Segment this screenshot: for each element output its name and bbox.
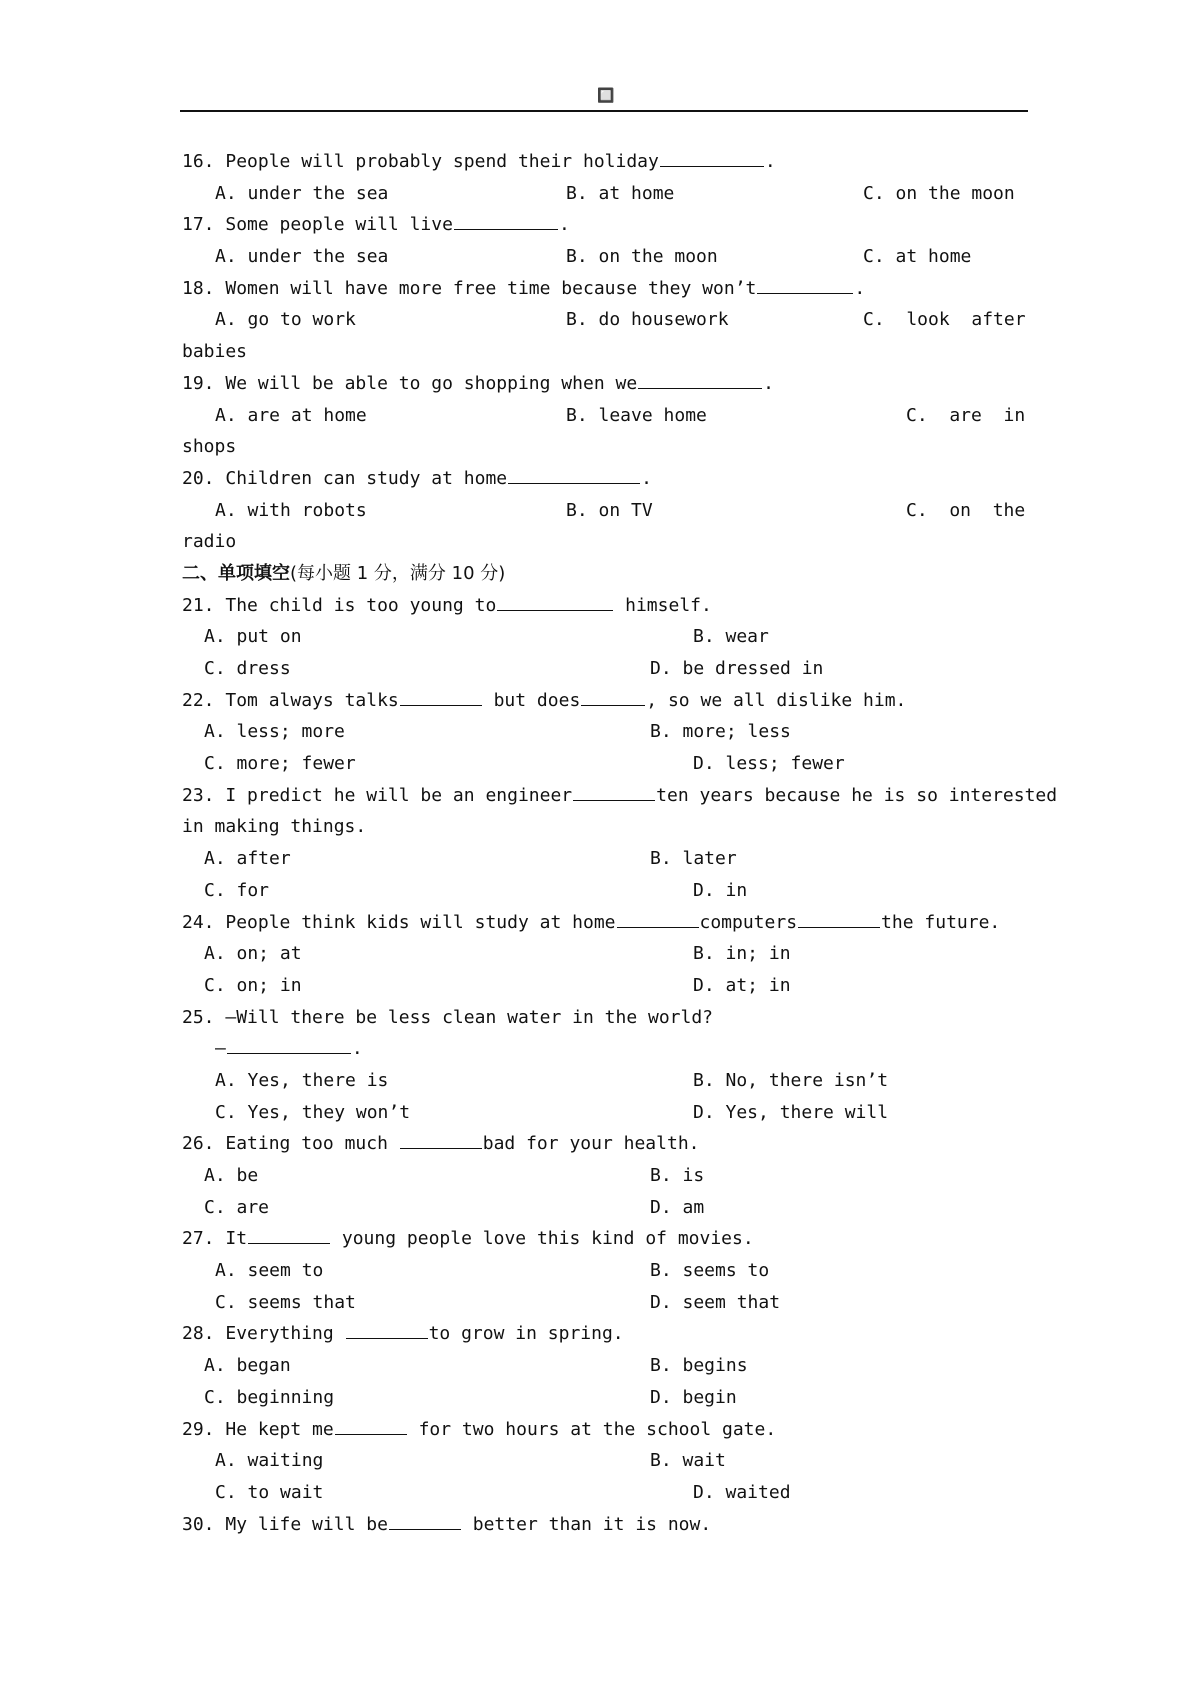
options-17	[182, 241, 1028, 273]
question-23-cont: in making things.	[182, 816, 367, 838]
option-wrap: babies	[182, 341, 248, 363]
question-27: 27. It young people love this kind of movies.	[182, 1223, 1028, 1255]
header-mark: 🔲	[597, 88, 615, 104]
options-25-cd	[182, 1097, 1028, 1129]
option-c[interactable]: C. at home	[863, 246, 972, 268]
option-b[interactable]: B. in; in	[693, 943, 791, 965]
option-c[interactable]: C. dress	[204, 658, 291, 679]
option-d[interactable]: D. waited	[693, 1481, 791, 1503]
option-a[interactable]: A. under the sea	[215, 182, 389, 204]
options-28-ab	[182, 1350, 1028, 1382]
options-25-ab	[182, 1065, 1028, 1097]
option-a[interactable]: A. waiting	[215, 1450, 324, 1472]
answer-blank[interactable]	[400, 686, 482, 706]
option-a[interactable]: A. put on	[204, 626, 302, 648]
question-21: 21. The child is too young to himself.	[182, 590, 1028, 622]
options-27-cd	[182, 1287, 1028, 1319]
option-b[interactable]: B. later	[650, 848, 737, 870]
option-d[interactable]: D. seem that	[650, 1291, 781, 1313]
option-a[interactable]: A. seem to	[215, 1260, 324, 1282]
answer-blank[interactable]	[497, 591, 613, 611]
option-c[interactable]: C. Yes, they won’t	[215, 1101, 411, 1123]
answer-blank[interactable]	[400, 1129, 482, 1149]
option-d[interactable]: D. Yes, there will	[693, 1101, 889, 1123]
section-note: (每小题 1 分，满分 10 分)	[290, 562, 506, 584]
option-b[interactable]: B. on TV	[566, 499, 653, 521]
question-18: 18. Women will have more free time because they won’t .	[182, 273, 1028, 305]
option-a[interactable]: A. on; at	[204, 943, 302, 965]
question-25-answer: — .	[182, 1033, 1028, 1065]
options-22-ab	[182, 716, 1028, 748]
option-a[interactable]: A. be	[204, 1165, 259, 1186]
option-wrap: radio	[182, 531, 237, 553]
option-c[interactable]: C. on; in	[204, 974, 302, 996]
option-a[interactable]: A. are at home	[215, 404, 367, 426]
options-23-ab	[182, 843, 1028, 875]
question-28: 28. Everything to grow in spring.	[182, 1318, 1028, 1350]
option-b[interactable]: B. begins	[650, 1355, 748, 1377]
options-21-ab	[182, 621, 1028, 653]
question-29: 29. He kept me for two hours at the school gate.	[182, 1414, 1028, 1446]
option-d[interactable]: D. at; in	[693, 974, 791, 996]
answer-blank[interactable]	[638, 369, 762, 389]
options-22-cd	[182, 748, 1028, 780]
answer-blank[interactable]	[617, 908, 699, 928]
answer-blank[interactable]	[335, 1415, 407, 1435]
question-22: 22. Tom always talks but does , so we all dislike him.	[182, 685, 1028, 717]
option-b[interactable]: B. more; less	[650, 721, 791, 743]
option-c[interactable]: C. on the moon	[863, 182, 1015, 204]
option-wrap: shops	[182, 436, 237, 458]
option-b[interactable]: B. leave home	[566, 404, 707, 426]
option-a[interactable]: A. began	[204, 1355, 291, 1377]
question-20: 20. Children can study at home .	[182, 463, 1028, 495]
question-30: 30. My life will be better than it is now.	[182, 1509, 1028, 1541]
option-b[interactable]: B. do housework	[566, 309, 729, 331]
option-c[interactable]: C. are	[204, 1196, 270, 1218]
options-20	[182, 495, 1028, 527]
options-18	[182, 304, 1028, 336]
option-b[interactable]: B. wait	[650, 1450, 726, 1472]
answer-blank[interactable]	[389, 1510, 461, 1530]
options-23-cd	[182, 875, 1028, 907]
option-a[interactable]: A. go to work	[215, 309, 356, 331]
worksheet	[182, 146, 1058, 1540]
option-a[interactable]: A. with robots	[215, 499, 367, 521]
question-26: 26. Eating too much bad for your health.	[182, 1128, 1028, 1160]
option-c[interactable]: C. to wait	[215, 1481, 324, 1503]
option-b[interactable]: B. at home	[566, 182, 675, 204]
option-c[interactable]: C. seems that	[215, 1291, 356, 1313]
option-c[interactable]: C. are in	[906, 404, 1026, 426]
option-b[interactable]: B. on the moon	[566, 246, 718, 268]
option-c[interactable]: C. on the	[906, 499, 1026, 521]
option-a[interactable]: A. less; more	[204, 721, 345, 743]
options-24-ab	[182, 938, 1028, 970]
options-29-ab	[182, 1445, 1028, 1477]
question-23: 23. I predict he will be an engineer ten years because he is so interested	[182, 780, 1028, 812]
answer-blank[interactable]	[248, 1224, 330, 1244]
option-d[interactable]: D. am	[650, 1196, 705, 1218]
options-16	[182, 178, 1028, 210]
options-21-cd	[182, 653, 1028, 685]
answer-blank[interactable]	[454, 210, 558, 230]
option-b[interactable]: B. seems to	[650, 1260, 770, 1282]
option-b[interactable]: B. is	[650, 1165, 705, 1186]
option-d[interactable]: D. in	[693, 879, 748, 901]
header-rule	[180, 110, 1028, 112]
answer-blank[interactable]	[660, 147, 764, 167]
answer-blank[interactable]	[227, 1034, 351, 1054]
options-24-cd	[182, 970, 1028, 1002]
option-c[interactable]: C. for	[204, 879, 270, 901]
answer-blank[interactable]	[573, 781, 655, 801]
answer-blank[interactable]	[346, 1319, 428, 1339]
option-d[interactable]: D. begin	[650, 1386, 737, 1408]
options-27-ab	[182, 1255, 1028, 1287]
option-c[interactable]: C. look after	[863, 309, 1026, 331]
answer-blank[interactable]	[798, 908, 880, 928]
question-16: 16. People will probably spend their holiday .	[182, 146, 1028, 178]
answer-blank[interactable]	[757, 274, 853, 294]
options-26-ab	[182, 1160, 1028, 1192]
options-29-cd	[182, 1477, 1028, 1509]
answer-blank[interactable]	[508, 464, 640, 484]
options-28-cd	[182, 1382, 1028, 1414]
question-17: 17. Some people will live .	[182, 209, 1028, 241]
option-b[interactable]: B. wear	[693, 626, 769, 648]
option-a[interactable]: A. after	[204, 848, 291, 870]
question-19: 19. We will be able to go shopping when we .	[182, 368, 1028, 400]
options-19	[182, 400, 1028, 432]
option-c[interactable]: C. beginning	[204, 1386, 335, 1408]
options-26-cd	[182, 1192, 1028, 1224]
question-25: 25. —Will there be less clean water in the world?	[182, 1006, 714, 1028]
option-d[interactable]: D. less; fewer	[693, 753, 845, 775]
answer-blank[interactable]	[581, 686, 645, 706]
option-a[interactable]: A. Yes, there is	[215, 1069, 389, 1091]
option-c[interactable]: C. more; fewer	[204, 753, 356, 775]
section-title: 二、单项填空(每小题 1 分，满分 10 分)	[182, 562, 506, 584]
question-24: 24. People think kids will study at home computers the future.	[182, 907, 1028, 939]
option-d[interactable]: D. be dressed in	[650, 658, 824, 679]
option-b[interactable]: B. No, there isn’t	[693, 1069, 889, 1091]
option-a[interactable]: A. under the sea	[215, 246, 389, 268]
